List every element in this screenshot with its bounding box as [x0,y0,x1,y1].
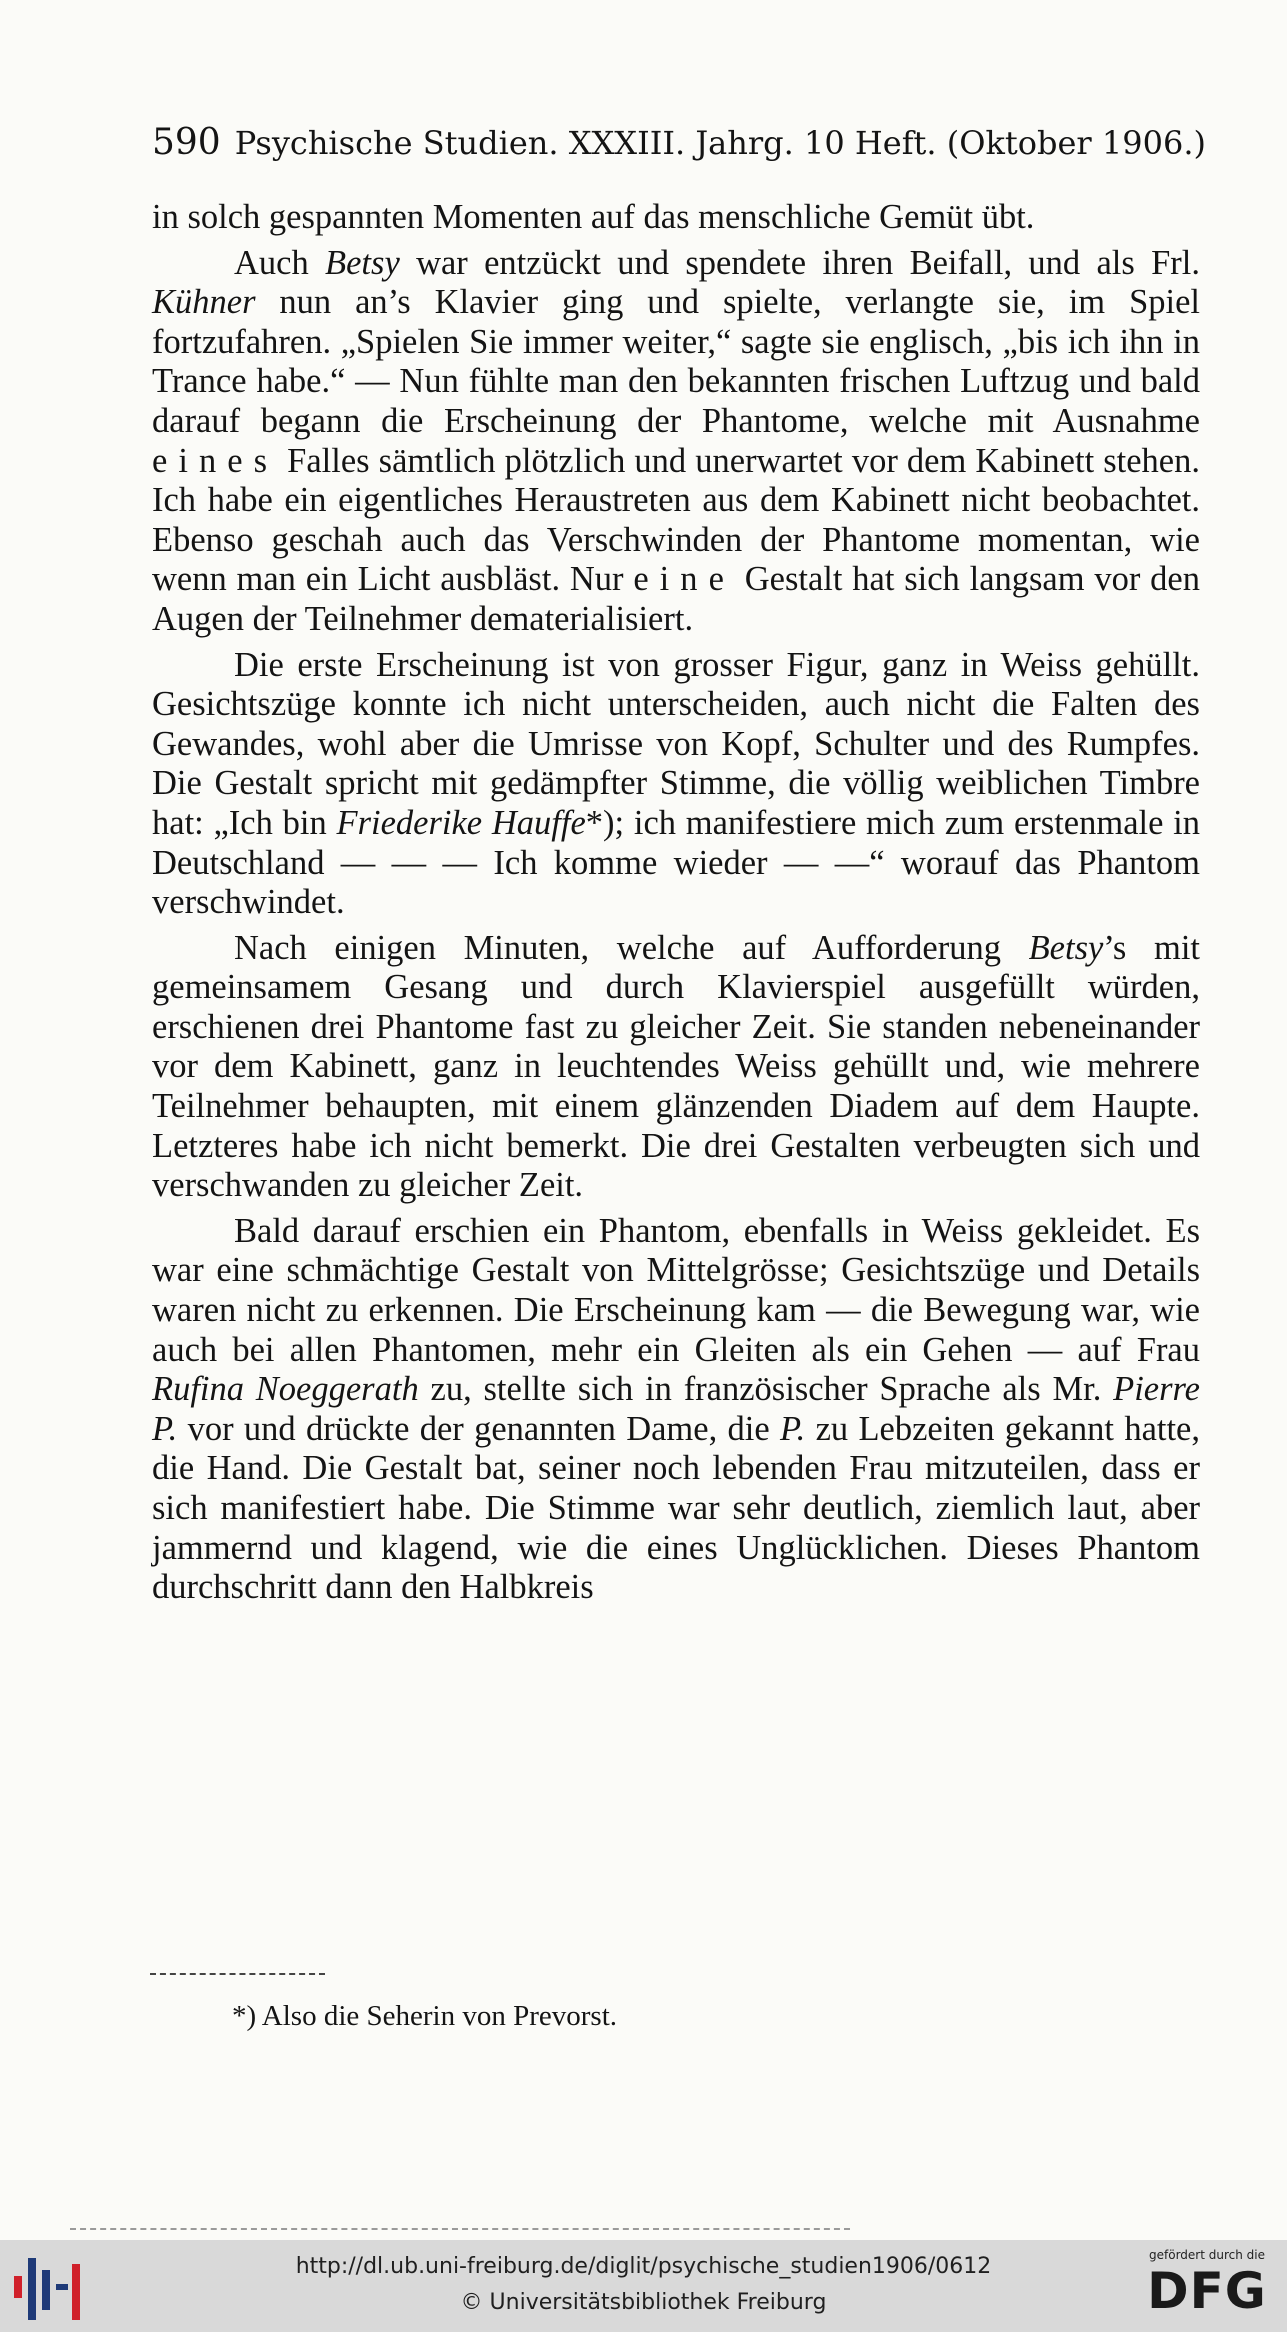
source-url[interactable]: http://dl.ub.uni-freiburg.de/diglit/psychische_studien1906/0612 [295,2254,992,2279]
dfg-logo-icon [1137,2248,1277,2326]
name-betsy: Betsy [1028,928,1104,967]
funder-name: DFG [1147,2262,1267,2320]
footnote: *) Also die Seherin von Prevorst. [232,2000,618,2032]
spaced-emphasis: eines [152,441,279,480]
body-text [152,198,1200,1614]
paragraph-4: Nach einigen Minuten, welche auf Aufforderung Betsy’s mit gemeinsamem Gesang und durch Klavierspiel ausgefüllt würden, erschienen drei Phantome fast zu gleicher Zeit. Sie standen nebeneinander vor dem Kabinett, ganz in leuchtendes Weiss gehüllt und, wie mehrere Teilnehmer behaupten, mit einem glänzenden Diadem auf dem Haupte. Letzteres habe ich nicht bemerkt. Die drei Gestalten verbeugten sich und verschwanden zu gleicher Zeit. [152,928,1200,1205]
scan-edge-line [70,2228,850,2230]
name-friederike-hauffe: Friederike Hauffe [336,803,586,842]
name-kuehner: Kühner [152,283,256,322]
running-header [152,118,1206,168]
name-betsy: Betsy [325,243,400,282]
spaced-emphasis: eine [633,560,735,599]
paragraph-3: Die erste Erscheinung ist von grosser Figur, ganz in Weiss gehüllt. Gesichtszüge konnte ich nicht unterscheiden, auch nicht die Falten des Gewandes, wohl aber die Umrisse von Kopf, Schulter und des Rumpfes. Die Gestalt spricht mit gedämpfter Stimme, die völlig weiblichen Timbre hat: „Ich bin Friederike Hauffe*); ich manifestiere mich zum erstenmale in Deutschland — — — Ich komme wieder — —“ worauf das Phantom verschwindet. [152,645,1201,922]
paragraph-2: Auch Betsy war entzückt und spendete ihren Beifall, und als Frl. Kühner nun an’s Klavier ging und spielte, verlangte sie, im Spiel fortzufahren. „Spielen Sie immer weiter,“ sagte sie englisch, „bis ich ihn in Trance habe.“ — Nun fühlte man den bekannten frischen Luftzug und bald darauf begann die Erscheinung der Phantome, welche mit Ausnahme eines Falles sämtlich plötzlich und unerwartet vor dem Kabinett stehen. Ich habe ein eigentliches Heraustreten aus dem Kabinett nicht beobachtet. Ebenso geschah auch das Verschwinden der Phantome momentan, wie wenn man ein Licht ausbläst. Nur eine Gestalt hat sich langsam vor den Augen der Teilnehmer dematerialisiert. [152,243,1200,638]
copyright-notice: © Universitätsbibliothek Freiburg [460,2290,827,2315]
footer-bar [0,2240,1287,2332]
name-p: P. [780,1409,806,1448]
paragraph-5: Bald darauf erschien ein Phantom, ebenfalls in Weiss gekleidet. Es war eine schmächtige Gestalt von Mittelgrösse; Gesichtszüge und Details waren nicht zu erkennen. Die Erscheinung kam — die Bewegung war, wie auch bei allen Phantomen, mehr ein Gleiten als ein Gehen — auf Frau Rufina Noeggerath zu, stellte sich in französischer Sprache als Mr. Pierre P. vor und drückte der genannten Dame, die P. zu Lebzeiten gekannt hatte, die Hand. Die Gestalt bat, seiner noch lebenden Frau mitzuteilen, dass er sich manifestiert habe. Die Stimme war sehr deutlich, ziemlich laut, aber jammernd und klagend, wie die eines Unglücklichen. Dieses Phantom durchschritt dann den Halbkreis [152,1211,1200,1607]
footnote-rule [150,1973,325,1975]
page-number: 590 [152,122,221,163]
running-title: Psychische Studien. XXXIII. Jahrg. 10 Heft. (Oktober 1906.) [234,124,1206,162]
name-rufina-noeggerath: Rufina Noeggerath [152,1370,419,1409]
name-pierre-p: Pierre P. [152,1370,1200,1448]
paragraph-1: in solch gespannten Momenten auf das menschliche Gemüt übt. [152,198,1035,236]
funder-note: gefördert durch die [1149,2248,1265,2262]
